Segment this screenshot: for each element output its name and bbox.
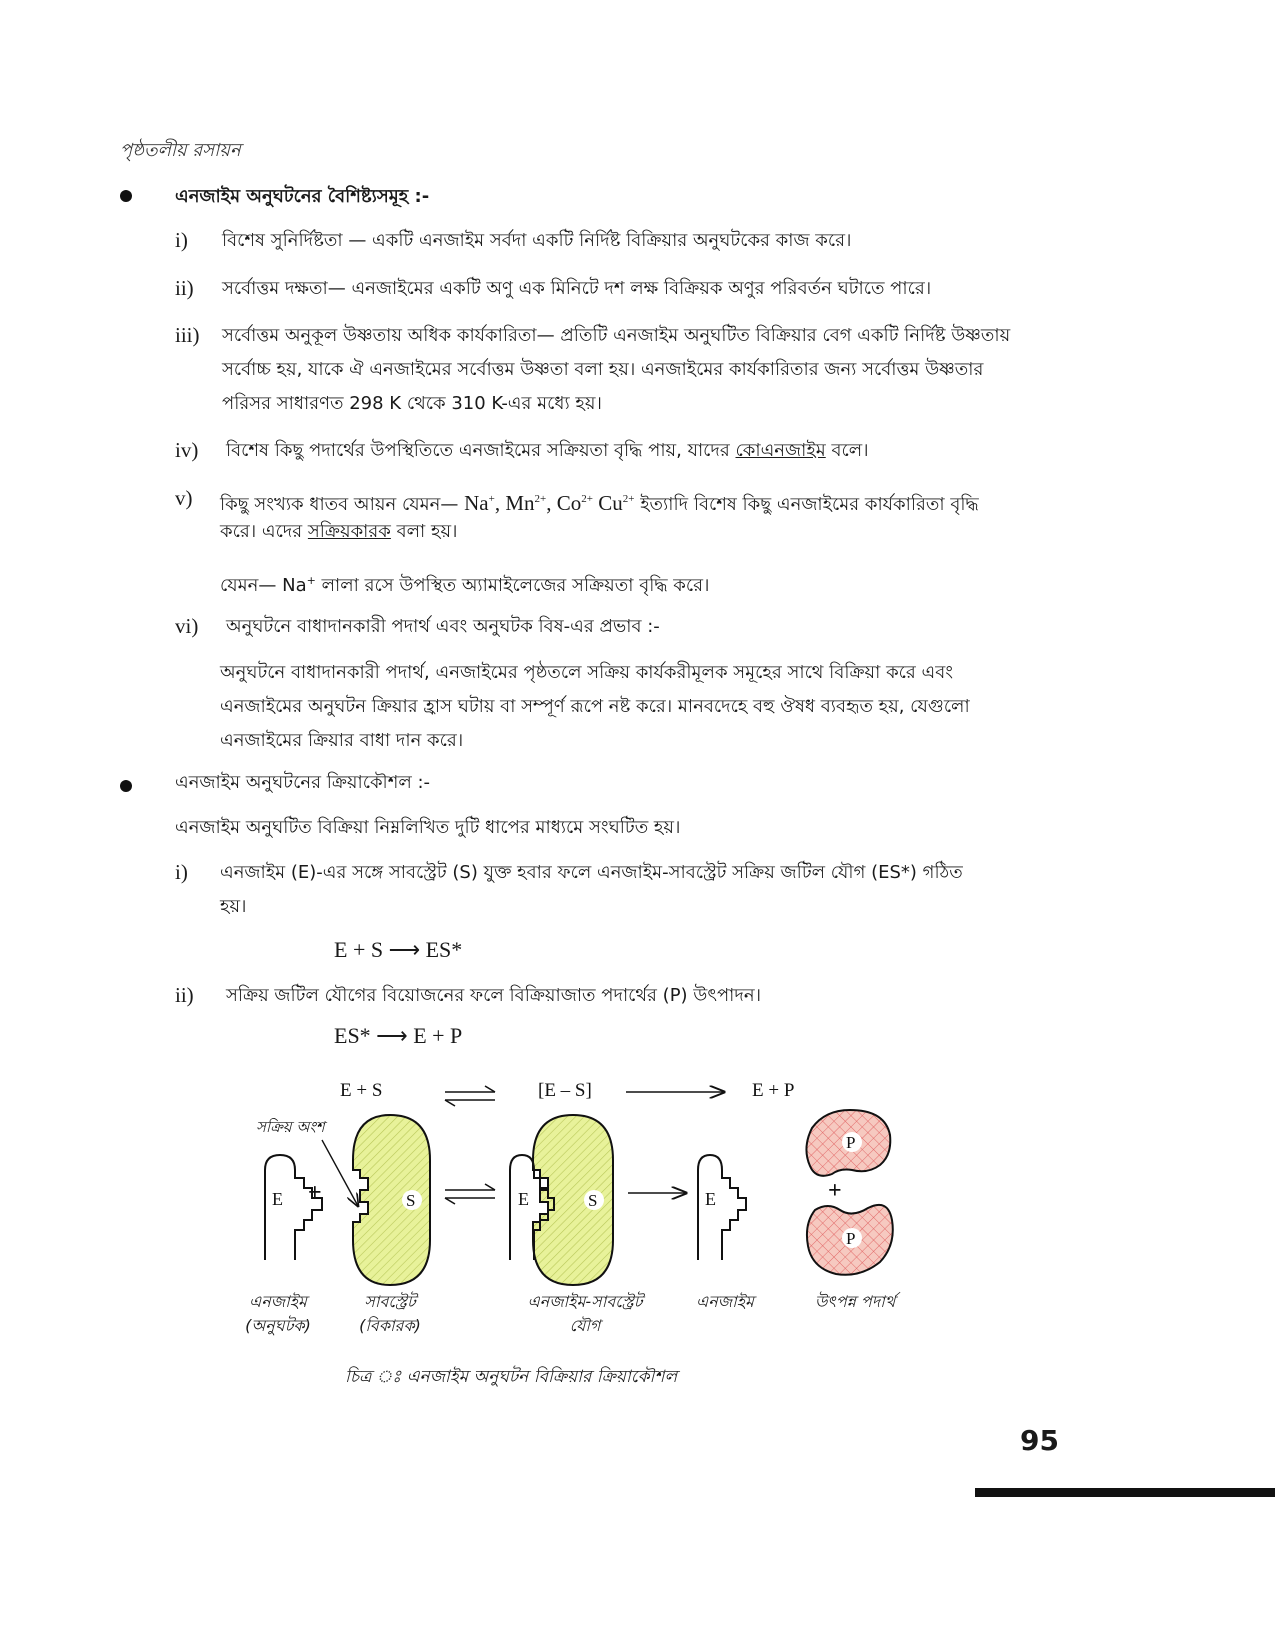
ion-charge: 2+ [534,493,547,505]
item-number: v) [175,486,193,510]
label-line: উৎপন্ন পদার্থ [814,1292,896,1311]
active-site-label: সক্রিয় অংশ [256,1118,325,1136]
label-enzyme-catalyst [228,1290,328,1338]
item-number: iii) [175,323,200,347]
plus-sign: + [308,1180,322,1206]
label-e-plus-p: E + P [752,1080,795,1101]
step-text-line: এনজাইম (E)-এর সঙ্গে সাবস্ট্রেট (S) যুক্ত হবার ফলে এনজাইম-সাবস্ট্রেট সক্রিয় জটিল যৌগ (ES*) গঠিত [220,862,963,883]
item-text: বিশেষ সুনির্দিষ্টতা — একটি এনজাইম সর্বদা একটি নির্দিষ্ট বিক্রিয়ার অনুঘটকের কাজ করে। [222,230,852,251]
item-text: সর্বোত্তম দক্ষতা— এনজাইমের একটি অণু এক মিনিটে দশ লক্ষ বিক্রিয়ক অণুর পরিবর্তন ঘটাতে পারে। [222,278,932,299]
item-text-part: করে। এদের [220,521,308,542]
item-text [220,514,458,550]
bullet [120,780,132,792]
item-text-part: বলে। [825,440,869,461]
bullet [120,190,132,202]
item-text [226,433,869,469]
item-text-part: কিছু সংখ্যক ধাতব আয়ন যেমন— [220,494,465,515]
product-plus-sign: + [828,1178,842,1204]
item-text-line: সর্বোত্তম অনুকূল উষ্ণতায় অধিক কার্যকারিতা— প্রতিটি এনজাইম অনুঘটিত বিক্রিয়ার বেগ একটি নির্দিষ্ট উষ্ণতায় [222,325,1011,346]
equilibrium-arrow-top [445,1086,495,1106]
label-line: এনজাইম [249,1292,307,1311]
example-text [220,563,709,604]
label-line: এনজাইম [696,1292,754,1311]
page-number: 95 [1020,1424,1059,1457]
item-text: অনুঘটনে বাধাদানকারী পদার্থ এবং অনুঘটক বিষ-এর প্রভাব :- [226,616,660,637]
example-part: যেমন— Na [220,575,307,596]
substrate-s-label: S [406,1191,416,1210]
label-e-plus-s: E + S [340,1080,383,1101]
complex-e-label: E [518,1189,529,1209]
ion: , Mn [494,491,535,515]
item-text-line: পরিসর সাধারণত 298 K থেকে 310 K-এর মধ্যে হয়। [222,393,602,414]
item-text-part: বলা হয়। [390,521,458,542]
item-number: ii) [175,276,194,300]
ion: , Co [546,491,582,515]
paragraph-line: এনজাইমের অনুঘটন ক্রিয়ার হ্রাস ঘটায় বা সম্পূর্ণ রূপে নষ্ট করে। মানবদেহে বহু ঔষধ ব্যবহৃত হয়, যেগুলো [220,696,970,717]
ion: Na [464,491,489,515]
equilibrium-arrow-middle [445,1184,495,1204]
item-text-part: ইত্যাদি বিশেষ কিছু এনজাইমের কার্যকারিতা বৃদ্ধি [634,494,979,515]
ion-charge: 2+ [581,493,593,505]
section-title-mechanism: এনজাইম অনুঘটনের ক্রিয়াকৌশল :- [175,772,431,793]
ion-charge: + [488,493,495,505]
label-line: (বিকারক) [359,1316,421,1335]
item-number: i) [175,228,188,252]
label-line: এনজাইম-সাবস্ট্রেট [527,1292,643,1311]
label-product [800,1290,910,1314]
step-text-line: হয়। [220,896,247,917]
figure-caption: চিত্র ঃ এনজাইম অনুঘটন বিক্রিয়ার ক্রিয়াকৌশল [345,1367,678,1387]
free-enzyme-e-label: E [705,1189,716,1209]
label-enzyme-free [680,1290,770,1314]
paragraph-line: এনজাইমের ক্রিয়ার বাধা দান করে। [220,730,464,751]
item-number: vi) [175,614,199,638]
paragraph-line: অনুঘটনে বাধাদানকারী পদার্থ, এনজাইমের পৃষ্ঠতলে সক্রিয় কার্যকরীমূলক সমূহের সাথে বিক্রিয়া করে এবং [220,662,953,683]
product-p-label-top: P [846,1133,856,1152]
item-text-part: বিশেষ কিছু পদার্থের উপস্থিতিতে এনজাইমের সক্রিয়তা বৃদ্ধি পায়, যাদের [226,440,736,461]
activator-term: সক্রিয়কারক [307,521,391,542]
label-substrate-reactant [340,1290,440,1338]
equation-2: ES* ⟶ E + P [334,1023,463,1048]
example-part: লালা রসে উপস্থিত অ্যামাইলেজের সক্রিয়তা বৃদ্ধি করে। [315,575,710,596]
enzyme-e-label: E [272,1189,283,1209]
ion: Cu [592,491,623,515]
complex-s-label: S [588,1191,598,1210]
label-line: যৌগ [569,1316,601,1335]
running-header: পৃষ্ঠতলীয় রসায়ন [120,140,241,161]
ion-charge: + [306,574,316,587]
label-line: সাবস্ট্রেট [364,1292,416,1311]
step-number: i) [175,860,188,884]
equation-1: E + S ⟶ ES* [334,937,463,962]
section-title-features: এনজাইম অনুঘটনের বৈশিষ্ট্যসমূহ :- [175,186,430,207]
ion-charge: 2+ [622,493,635,505]
ion-list [464,491,634,515]
step-text: সক্রিয় জটিল যৌগের বিয়োজনের ফলে বিক্রিয়াজাত পদার্থের (P) উৎপাদন। [226,985,762,1006]
footer-rule [975,1488,1275,1497]
section-intro: এনজাইম অনুঘটিত বিক্রিয়া নিম্নলিখিত দুটি ধাপের মাধ্যমে সংঘটিত হয়। [175,817,681,838]
item-number: iv) [175,438,199,462]
coenzyme-term: কোএনজাইম [735,440,826,461]
step-number: ii) [175,983,194,1007]
item-text-line: সর্বোচ্চ হয়, যাকে ঐ এনজাইমের সর্বোত্তম উষ্ণতা বলা হয়। এনজাইমের কার্যকারিতার জন্য সর্বোত্তম উষ্ণতার [222,359,984,380]
label-line: (অনুঘটক) [245,1316,311,1335]
label-complex: [E – S] [538,1080,592,1101]
label-enzyme-substrate-complex [500,1290,670,1338]
product-p-label-bottom: P [846,1229,856,1248]
